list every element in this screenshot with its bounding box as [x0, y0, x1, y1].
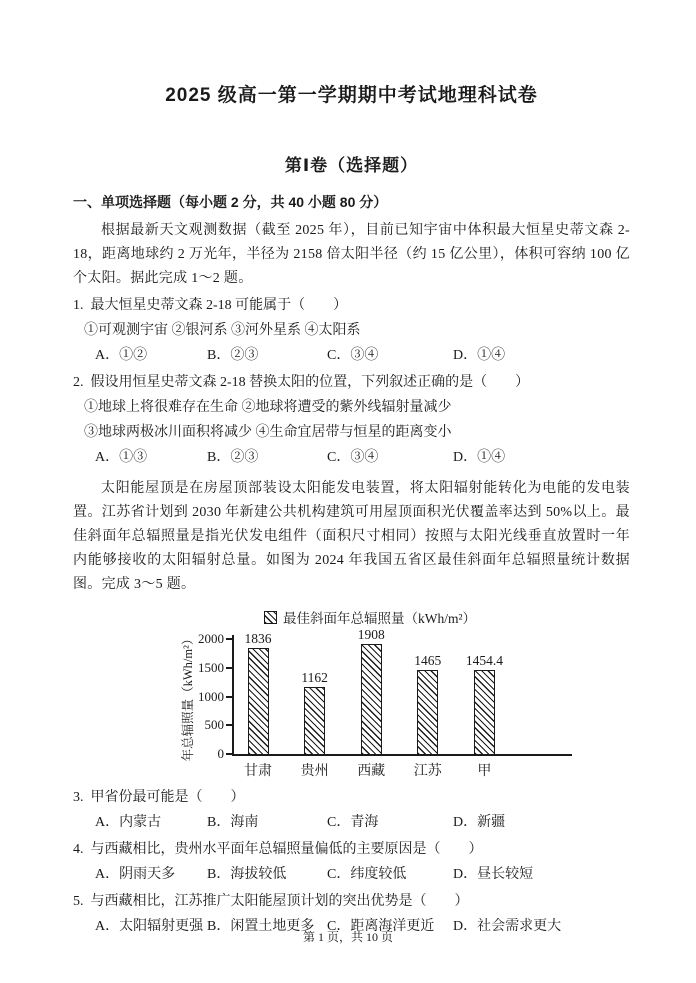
bar-江苏: [417, 670, 438, 754]
bar-value-label: 1162: [301, 670, 328, 686]
question-3-choice-d: D．新疆: [453, 815, 506, 830]
bar-value-label: 1836: [244, 631, 272, 647]
question-2-choice-d: D．①④: [453, 450, 506, 465]
question-1-sub-options: ①可观测宇宙 ②银河系 ③河外星系 ④太阳系: [84, 323, 361, 338]
question-3-stem-line: [73, 785, 630, 810]
question-3-number: 3.: [73, 790, 84, 805]
x-category-label: 甲: [477, 764, 492, 779]
section-heading: 一、单项选择题（每小题 2 分，共 40 小题 80 分）: [73, 194, 388, 210]
y-tick-label: 500: [204, 717, 224, 733]
question-2-sub-options-1: ①地球上将很难存在生命 ②地球将遭受的紫外线辐射量减少: [84, 400, 452, 415]
chart-legend-label: 最佳斜面年总辐照量（kWh/m²）: [282, 611, 477, 626]
x-category-label: 贵州: [300, 764, 329, 779]
question-2-sub-options-2: ③地球两极冰川面积将减少 ④生命宜居带与恒星的距离变小: [84, 425, 452, 440]
bar-value-label: 1908: [357, 627, 385, 643]
y-tick-label: 2000: [198, 631, 224, 646]
question-3-choice-c: C．青海: [327, 815, 379, 830]
question-1: [73, 293, 630, 368]
question-1-number: 1.: [73, 298, 84, 313]
bar-甲: [474, 670, 495, 754]
question-3: [73, 785, 630, 835]
y-axis-label: 年总辐照量（kWh/m²）: [181, 632, 195, 762]
bar-甘肃: [248, 648, 269, 754]
x-category-label: 江苏: [413, 764, 442, 779]
y-tick-mark: [226, 724, 232, 726]
question-5-stem-line: [73, 889, 630, 914]
question-4: [73, 837, 630, 887]
question-5-stem: 与西藏相比，江苏推广太阳能屋顶计划的突出优势是（ ）: [90, 894, 469, 909]
page-title: 2025 级高一第一学期期中考试地理科试卷: [165, 85, 538, 106]
y-tick-label: 1500: [198, 659, 224, 675]
question-5-choice-d: D．社会需求更大: [453, 919, 562, 934]
x-category-label: 西藏: [357, 764, 386, 779]
part-title: 第Ⅰ卷（选择题）: [284, 156, 419, 175]
question-2-choices: [95, 445, 630, 470]
question-1-choice-a: A．①②: [95, 348, 148, 363]
question-5-choice-a: A．太阳辐射更强: [95, 919, 204, 934]
question-2-stem-line: [73, 370, 630, 395]
y-tick-label: 0: [217, 746, 224, 761]
question-5-choice-c: C．距离海洋更近: [327, 919, 435, 934]
question-5-number: 5.: [73, 894, 84, 909]
bar-西藏: [361, 644, 382, 754]
question-4-choice-b: B．海拔较低: [207, 867, 287, 882]
question-2: [73, 370, 630, 470]
question-3-choice-b: B．海南: [207, 815, 259, 830]
question-1-choice-b: B．②③: [207, 348, 259, 363]
question-5-choice-b: B．闲置土地更多: [207, 919, 315, 934]
question-2-choice-a: A．①③: [95, 450, 148, 465]
question-4-number: 4.: [73, 842, 84, 857]
irradiance-bar-chart: [170, 607, 570, 783]
question-4-choice-d: D．昼长较短: [453, 867, 534, 882]
legend-hatch-swatch-icon: [264, 611, 277, 624]
question-1-stem-line: [73, 293, 630, 318]
question-3-choice-a: A．内蒙古: [95, 815, 162, 830]
question-3-choices: [95, 810, 630, 835]
question-1-choices: [95, 343, 630, 368]
question-4-choice-a: A．阴雨天多: [95, 867, 176, 882]
question-1-choice-c: C．③④: [327, 348, 379, 363]
x-category-label: 甘肃: [244, 764, 272, 779]
question-1-choice-d: D．①④: [453, 348, 506, 363]
chart-legend: [170, 607, 570, 627]
page-footer: 第 1 页，共 10 页: [302, 930, 393, 944]
bar-贵州: [304, 687, 325, 754]
y-tick-mark: [226, 667, 232, 669]
question-2-number: 2.: [73, 375, 84, 390]
passage-1: 根据最新天文观测数据（截至 2025 年），目前已知宇宙中体积最大恒星史蒂文森 2-18，距离地球约 2 万光年，半径为 2158 倍太阳半径（约 15 亿公里），体积可容纳 100 亿个太阳。据此完成 1～2 题。: [73, 223, 630, 286]
bar-value-label: 1465: [414, 652, 442, 668]
bar-value-label: 1454.4: [465, 653, 503, 669]
question-3-stem: 甲省份最可能是（ ）: [90, 790, 245, 805]
question-1-stem: 最大恒星史蒂文森 2-18 可能属于（ ）: [90, 298, 348, 313]
question-4-stem-line: [73, 837, 630, 862]
question-2-choice-b: B．②③: [207, 450, 259, 465]
question-4-choices: [95, 862, 630, 887]
y-tick-mark: [226, 753, 232, 755]
y-tick-label: 1000: [198, 688, 224, 704]
question-4-stem: 与西藏相比，贵州水平面年总辐照量偏低的主要原因是（ ）: [90, 842, 483, 857]
y-tick-mark: [226, 696, 232, 698]
passage-2: 太阳能屋顶是在房屋顶部装设太阳能发电装置，将太阳辐射能转化为电能的发电装置。江苏省计划到 2030 年新建公共机构建筑可用屋顶面积光伏覆盖率达到 50%以上。最佳斜面年总辐照量是指光伏发电组件（面积尺寸相同）按照与太阳光线垂直放置时一年内能够接收的太阳辐射总量。如图为 2024 年我国五省区最佳斜面年总辐照量统计数据图。完成 3～5 题。: [73, 481, 630, 592]
question-2-choice-c: C．③④: [327, 450, 379, 465]
question-4-choice-c: C．纬度较低: [327, 867, 407, 882]
question-2-stem: 假设用恒星史蒂文森 2-18 替换太阳的位置，下列叙述正确的是（ ）: [90, 375, 530, 390]
